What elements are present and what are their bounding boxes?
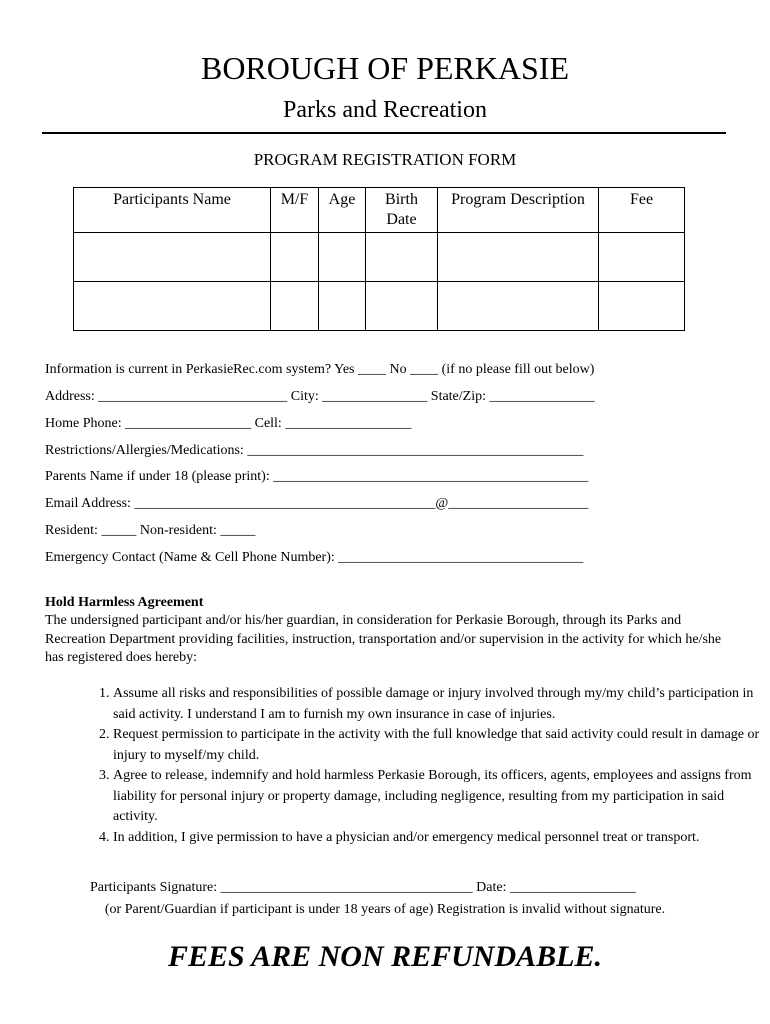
page-title: BOROUGH OF PERKASIE (200, 50, 570, 86)
participant-name-cell[interactable] (74, 282, 271, 331)
program-description-cell[interactable] (438, 282, 599, 331)
column-header-fee: Fee (599, 188, 685, 233)
column-header-participants-name: Participants Name (74, 188, 271, 233)
registration-table (73, 187, 685, 331)
birth-date-cell[interactable] (366, 282, 438, 331)
list-item: 2. Request permission to participate in the activity with the full knowledge that said activity could result in damage or injury to myself/my child. (113, 725, 763, 766)
gender-cell[interactable] (271, 282, 319, 331)
fee-cell[interactable] (599, 282, 685, 331)
column-header-age: Age (319, 188, 366, 233)
age-cell[interactable] (319, 282, 366, 331)
fees-notice: FEES ARE NON REFUNDABLE. (167, 940, 602, 973)
column-header-program-description: Program Description (438, 188, 599, 233)
fee-cell[interactable] (599, 233, 685, 282)
agreement-terms-list (78, 684, 763, 848)
participant-name-cell[interactable] (74, 233, 271, 282)
agreement-heading: Hold Harmless Agreement (45, 595, 204, 610)
signature-note: (or Parent/Guardian if participant is under 18 years of age) Registration is invalid without signature. (104, 902, 666, 917)
list-item: 3. Agree to release, indemnify and hold harmless Perkasie Borough, its officers, agents, employees and assigns from liability for personal injury or property damage, including negligence, resulting from my participation in said activity. (113, 766, 763, 828)
form-title: PROGRAM REGISTRATION FORM (253, 150, 517, 169)
birth-date-cell[interactable] (366, 233, 438, 282)
list-item: 1. Assume all risks and responsibilities of possible damage or injury involved through my/my child’s participation in said activity. I understand I am to furnish my own insurance in case of injuries. (113, 684, 763, 725)
header-divider (42, 132, 726, 134)
emergency-contact-field[interactable]: Emergency Contact (Name & Cell Phone Number): ___________________________________ (45, 550, 584, 565)
age-cell[interactable] (319, 233, 366, 282)
list-item: 4. In addition, I give permission to have a physician and/or emergency medical personnel treat or transport. (113, 828, 763, 849)
table-header-row (74, 188, 685, 233)
gender-cell[interactable] (271, 233, 319, 282)
column-header-birth-date: Birth Date (366, 188, 438, 233)
phone-field[interactable]: Home Phone: __________________ Cell: __________________ (45, 416, 412, 431)
address-field[interactable]: Address: ___________________________ City: _______________ State/Zip: _______________ (45, 389, 595, 404)
residency-field[interactable]: Resident: _____ Non-resident: _____ (45, 523, 256, 538)
table-row (74, 282, 685, 331)
restrictions-field[interactable]: Restrictions/Allergies/Medications: ________________________________________________ (45, 443, 584, 458)
email-field[interactable]: Email Address: ___________________________________________@____________________ (45, 496, 589, 511)
column-header-gender: M/F (271, 188, 319, 233)
system-info-field[interactable]: Information is current in PerkasieRec.com system? Yes ____ No ____ (if no please fill out below) (45, 362, 595, 377)
parents-name-field[interactable]: Parents Name if under 18 (please print): _____________________________________________ (45, 469, 589, 484)
page-subtitle: Parks and Recreation (283, 97, 487, 123)
signature-line[interactable]: Participants Signature: ____________________________________ Date: __________________ (90, 880, 636, 895)
table-row (74, 233, 685, 282)
agreement-intro: The undersigned participant and/or his/her guardian, in consideration for Perkasie Borough, through its Parks and Recreation Department providing facilities, instruction, transportation and/or supervision in the activity for which he/she has registered does hereby: (45, 613, 722, 665)
program-description-cell[interactable] (438, 233, 599, 282)
